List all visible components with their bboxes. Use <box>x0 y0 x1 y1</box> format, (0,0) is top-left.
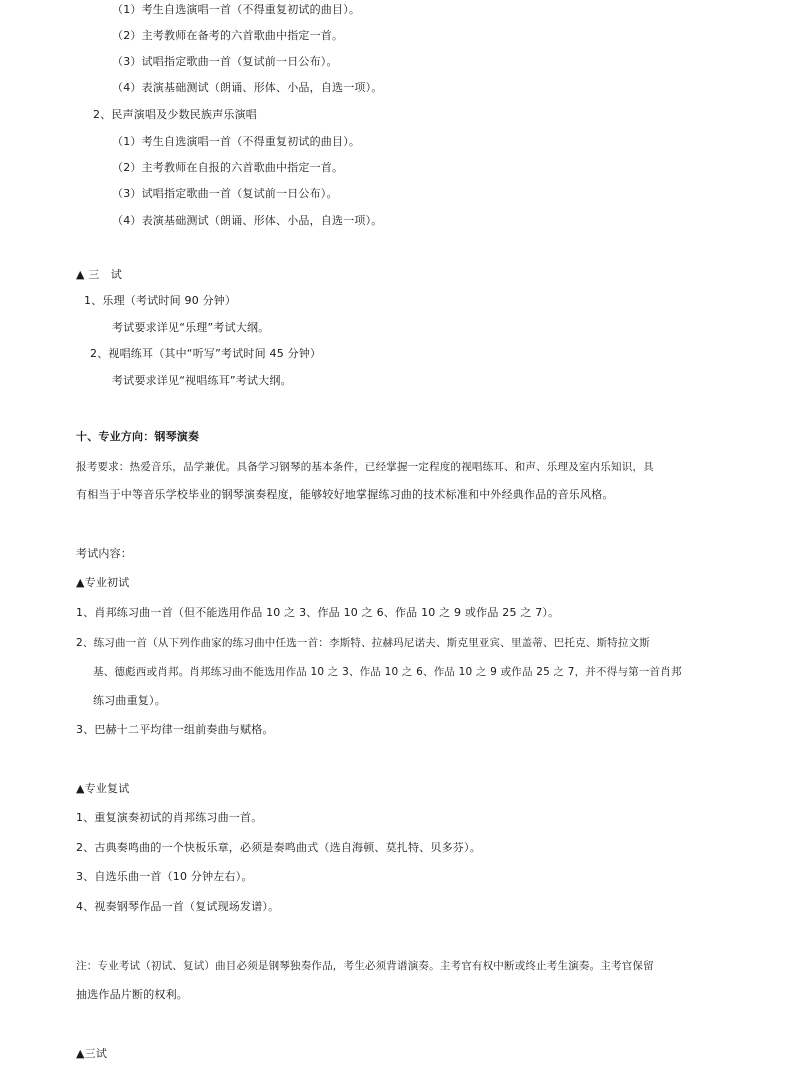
subsection-heading: 2、民声演唱及少数民族声乐演唱 <box>93 108 257 121</box>
list-item: 3、自选乐曲一首（10 分钟左右）。 <box>76 870 253 883</box>
section-heading: ▲三试 <box>76 1047 108 1060</box>
list-item-continuation: 练习曲重复）。 <box>93 694 166 707</box>
paragraph-line: 报考要求：热爱音乐，品学兼优。具备学习钢琴的基本条件，已经掌握一定程度的视唱练耳、和声、乐理及室内乐知识，具 <box>76 461 654 473</box>
text-line: （1）考生自选演唱一首（不得重复初试的曲目）。 <box>112 135 361 148</box>
list-item: 1、肖邦练习曲一首（但不能选用作品 10 之 3、作品 10 之 6、作品 10 之 9 或作品 25 之 7）。 <box>76 606 560 619</box>
text-line: （3）试唱指定歌曲一首（复试前一日公布）。 <box>112 187 338 200</box>
section-heading: ▲专业初试 <box>76 576 130 589</box>
text-line: （1）考生自选演唱一首（不得重复初试的曲目）。 <box>112 3 361 16</box>
note-line: 抽选作品片断的权利。 <box>76 988 188 1001</box>
list-item: 4、视奏钢琴作品一首（复试现场发谱）。 <box>76 900 280 913</box>
text-line: （2）主考教师在自报的六首歌曲中指定一首。 <box>112 161 344 174</box>
paragraph-line: 有相当于中等音乐学校毕业的钢琴演奏程度，能够较好地掌握练习曲的技术标准和中外经典作品的音乐风格。 <box>76 488 614 501</box>
list-item-continuation: 基、德彪西或肖邦。肖邦练习曲不能选用作品 10 之 3、作品 10 之 6、作品 10 之 9 或作品 25 之 7，并不得与第一首肖邦 <box>93 666 682 678</box>
text-line: 考试内容： <box>76 547 132 560</box>
text-line: 考试要求详见“视唱练耳”考试大纲。 <box>112 374 292 387</box>
section-heading: ▲ 三 试 <box>76 268 122 281</box>
text-line: （2）主考教师在备考的六首歌曲中指定一首。 <box>112 29 344 42</box>
list-item: 1、重复演奏初试的肖邦练习曲一首。 <box>76 811 263 824</box>
text-line: 1、乐理（考试时间 90 分钟） <box>84 294 237 307</box>
text-line: （4）表演基础测试（朗诵、形体、小品，自选一项）。 <box>112 81 383 94</box>
section-heading: ▲专业复试 <box>76 782 130 795</box>
text-line: 考试要求详见“乐理”考试大纲。 <box>112 321 270 334</box>
text-line: 2、视唱练耳（其中“听写”考试时间 45 分钟） <box>90 347 322 360</box>
list-item: 2、古典奏鸣曲的一个快板乐章，必须是奏鸣曲式（选自海顿、莫扎特、贝多芬）。 <box>76 841 481 854</box>
note-line: 注：专业考试（初试、复试）曲目必须是钢琴独奏作品，考生必须背谱演奏。主考官有权中断或终止考生演奏。主考官保留 <box>76 960 654 972</box>
major-section-title: 十、专业方向：钢琴演奏 <box>76 430 200 443</box>
list-item: 2、练习曲一首（从下列作曲家的练习曲中任选一首：李斯特、拉赫玛尼诺夫、斯克里亚宾、里盖蒂、巴托克、斯特拉文斯 <box>76 637 650 649</box>
text-line: （3）试唱指定歌曲一首（复试前一日公布）。 <box>112 55 338 68</box>
list-item: 3、巴赫十二平均律一组前奏曲与赋格。 <box>76 723 274 736</box>
text-line: （4）表演基础测试（朗诵、形体、小品，自选一项）。 <box>112 214 383 227</box>
